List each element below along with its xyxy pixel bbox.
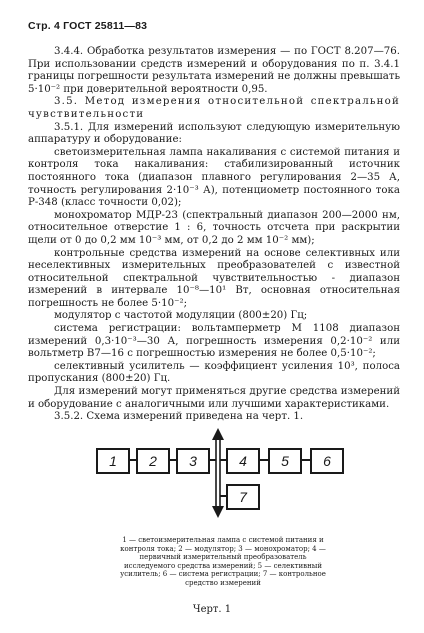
paragraph-alternatives: Для измерений могут применяться другие средства измерений и оборудование с аналогичными или лучшими характеристиками.: [28, 386, 400, 410]
arrow-up-head: [212, 428, 224, 440]
arrow-down-head: [212, 506, 224, 518]
page-header: Стр. 4 ГОСТ 25811—83: [28, 20, 148, 32]
diagram-box-1: 1: [96, 448, 130, 474]
diagram-box-5: 5: [268, 448, 302, 474]
diagram-box-6: 6: [310, 448, 344, 474]
paragraph-3-5-1: 3.5.1. Для измерений используют следующую измерительную аппаратуру и оборудование:: [28, 121, 400, 146]
paragraph-3-5-2: 3.5.2. Схема измерений приведена на черт. 1.: [54, 411, 304, 423]
paragraph-amplifier: селективный усилитель — коэффициент усиления 10³, полоса пропускания (800±20) Гц.: [28, 360, 400, 385]
diagram-box-4: 4: [226, 448, 260, 474]
diagram-box-3: 3: [176, 448, 210, 474]
diagram-box-7: 7: [226, 484, 260, 510]
figure-caption: Черт. 1: [192, 604, 232, 615]
paragraph-registration: система регистрации: вольтамперметр М 1108 диапазон измерений 0,3·10⁻³—30 А, погрешность измерения 0,2·10⁻² или вольтметр В7—16 с погрешностью измерения не более 0,5·10⁻²;: [28, 323, 400, 360]
diagram-box-2: 2: [136, 448, 170, 474]
paragraph-3-4-4: 3.4.4. Обработка результатов измерения — по ГОСТ 8.207—76. При использовании средств измерений и оборудования по п. 3.4.1 границы погрешности результата измерений не должны превышать 5·10⁻² при доверительной вероятности 0,95.: [28, 46, 400, 95]
diagram-legend: 1 — светоизмерительная лампа с системой питания и контроля тока; 2 — модулятор; 3 — монохроматор; 4 — первичный измерительный преобразователь исследуемого средства измерений; 5 — селективный усилитель; 6 — система регистрации; 7 — контрольное средство измерений: [120, 536, 326, 587]
paragraph-modulator: модулятор с частотой модуляции (800±20) Гц;: [54, 310, 308, 322]
paragraph-monochromator: монохроматор МДР-23 (спектральный диапазон 200—2000 нм, относительное отверстие 1 : 6, точность отсчета при раскрытии щели от 0 до 0,2 мм 10⁻³ мм, от 0,2 до 2 мм 10⁻² мм);: [28, 209, 400, 246]
paragraph-lamp: светоизмерительная лампа накаливания с системой питания и контроля тока накаливания: стабилизированный источник постоянного тока (диапазон плавного регулирования 2—35 А, точность регулирования 2·10⁻³ А), потенциометр постоянного тока Р-348 (класс точности 0,02);: [28, 146, 400, 209]
paragraph-control-instruments: контрольные средства измерений на основе селективных или неселективных измерительных преобразователей с известной относительной спектральной чувствительностью - диапазон измерений в интервале 10⁻⁸—10¹ Вт, основная относительная погрешность не более 5·10⁻²;: [28, 247, 400, 309]
section-heading-3-5: 3.5. Метод измерения относительной спектральной чувствительности: [28, 96, 400, 120]
